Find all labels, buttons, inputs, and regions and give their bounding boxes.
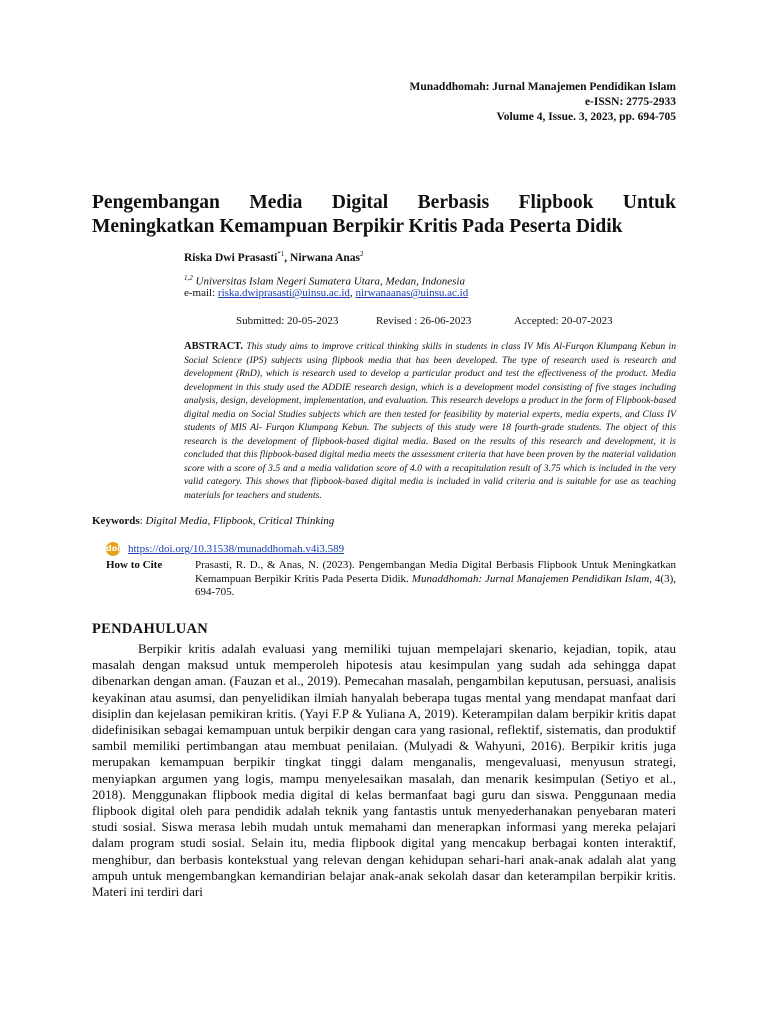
section-heading: PENDAHULUAN [92, 621, 209, 637]
email-link[interactable]: riska.dwiprasasti@uinsu.ac.id [217, 287, 350, 299]
email-line [184, 287, 468, 299]
article-title: Pengembangan Media Digital Berbasis Flipbook Untuk Meningkatkan Kemampuan Berpikir Kritis Pada Peserta Didik [92, 192, 676, 237]
abstract-text: This study aims to improve critical thinking skills in students in class IV Mis Al-Furqon Klumpang Kebun in Social Science (IPS) subjects using flipbook media that has been developed. The type of research used is research and development (RnD), which is research used to develop a particular product and test the effectiveness of the product. Media development in this study used the ADDIE research design, which is a development model consisting of five stages including analysis, design, development, implementation, and evaluation. This research develops a product in the form of Flipbook-based digital media on Social Studies subjects which are then tested for feasibility by material experts, media experts, and Class IV students of MIS Al- Furqon Klumpang Kebun. The subjects of this study were 18 fourth-grade students. The object of this research is the development of flipbook-based digital media. Based on the results of this research and development, it is concluded that this flipbook-based digital media meets the assessment criteria that have been proven by the material validation score with a score of 3.5 and a media validation score of 4.0 with a recapitulation result of 3.75 which is included in the very valid category. This shows that flipbook-based digital media is included in valid criteria and is suitable for use as teaching materials for teachers and students. [184, 341, 676, 501]
abstract [184, 340, 676, 502]
author-name: Riska Dwi Prasasti [184, 251, 278, 264]
keywords [92, 515, 334, 527]
author-affiliation-mark: 2 [360, 250, 364, 258]
author-affiliation-mark: *1 [277, 250, 285, 258]
revised-date: Revised : 26-06-2023 [376, 315, 472, 327]
author-name: Nirwana Anas [290, 251, 361, 264]
citation-plain: Prasasti, R. D., & Anas, N. (2023). Pengembangan Media Digital Berbasis Flipbook Untuk Meningkatkan Kemampuan Berpikir Kritis Pada Peserta Didik. [195, 559, 676, 585]
affiliation-text: Universitas Islam Negeri Sumatera Utara, Medan, Indonesia [192, 275, 465, 288]
author-separator: , [284, 251, 291, 264]
doi-row [106, 542, 344, 556]
journal-name: Munaddhomah: Jurnal Manajemen Pendidikan Islam [409, 81, 676, 93]
journal-header [410, 80, 676, 125]
email-link[interactable]: nirwanaanas@uinsu.ac.id [355, 287, 469, 299]
keywords-separator: : [139, 515, 146, 527]
body-paragraph: Berpikir kritis adalah evaluasi yang memiliki tujuan mempelajari skenario, kejadian, topik, atau masalah dengan maksud untuk memperoleh hipotesis atau kesimpulan yang sudah ada sehingga dapat dibenarkan dengan aman. (Fauzan et al., 2019). Pemecahan masalah, pengambilan keputusan, persuasi, analisis keyakinan atau asumsi, dan penyelidikan ilmiah hanyalah beberapa tugas mental yang mendapat manfaat dari disiplin dan kejelasan pemikiran kritis. (Yayi F.P & Yuliana A, 2019). Keterampilan dalam berpikir kritis dapat didefinisikan sebagai kemampuan untuk berpikir dengan cara yang rasional, reflektif, sistematis, dan produktif sambil memiliki pertimbangan atau membuat penilaian. (Mulyadi & Wahyuni, 2016). Berpikir kritis juga merupakan kemampuan berpikir tingkat tinggi dalam menganalis, mengevaluasi, menyusun strategi, menyiapkan argumen yang logis, mampu menyelesaikan masalah, dan menarik kesimpulan (Setiyo et al., 2018). Menggunakan flipbook media digital di kelas bermanfaat bagi guru dan siswa. Penggunaan media flipbook digital oleh para pendidik adalah teknik yang fantastis untuk menyederhanakan penyebaran materi studi sosial. Siswa merasa lebih mudah untuk memahami dan menerapkan informasi yang mereka pelajari dalam program studi sosial. Selain itu, media flipbook digital yang mencakup berbagai konten interaktif, menghibur, dan berbasis kontekstual yang relevan dengan kehidupan sehari-hari anak-anak adalah alat yang ampuh untuk mengembangkan kemandirian belajar anak-anak sekolah dasar dan keterampilan berpikir kritis. Materi ini terdiri dari [92, 641, 676, 900]
affiliation-mark: 1,2 [184, 274, 193, 282]
journal-volume: Volume 4, Issue. 3, 2023, pp. 694-705 [496, 111, 676, 123]
keywords-label: Keywords [92, 515, 140, 527]
email-separator: , [349, 287, 356, 299]
citation-journal: Munaddhomah: Jurnal Manajemen Pendidikan Islam [411, 572, 650, 585]
doi-link[interactable]: https://doi.org/10.31538/munaddhomah.v4i3.589 [128, 543, 345, 555]
doi-icon: doi [106, 542, 120, 556]
email-label: e-mail: [184, 287, 218, 299]
how-to-cite-label: How to Cite [106, 559, 163, 571]
author-line [184, 250, 364, 264]
citation-text [195, 559, 676, 600]
abstract-label: ABSTRACT. [184, 341, 244, 352]
submitted-date: Submitted: 20-05-2023 [236, 315, 339, 327]
keywords-text: Digital Media, Flipbook, Critical Thinking [145, 515, 335, 527]
citation-end: , 4(3), 694-705. [195, 572, 676, 598]
journal-issn: e-ISSN: 2775-2933 [584, 96, 676, 108]
accepted-date: Accepted: 20-07-2023 [514, 315, 613, 327]
